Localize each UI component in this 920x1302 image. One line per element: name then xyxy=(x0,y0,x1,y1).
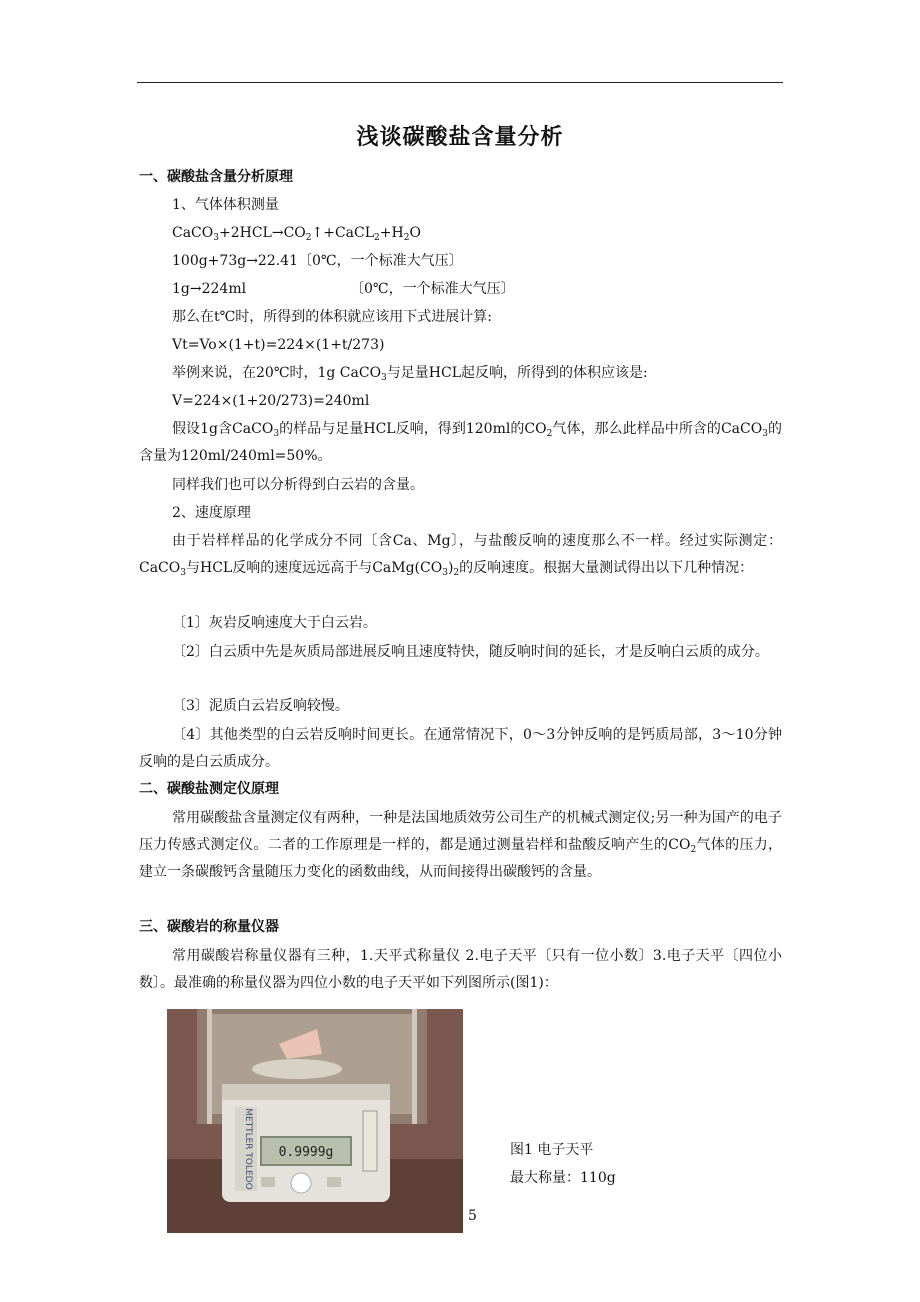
paragraph-sample: 假设1g含CaCO$_3$的样品与足量HCL反响，得到120ml的$CO_2$气体，那么此样品中所含的CaCO$_3$的含量为120ml/240ml=50%。 xyxy=(139,421,782,464)
list-item-2: 〔2〕白云质中先是灰质局部进展反响且速度特快，随反响时间的延长，才是反响白云质的成分。 xyxy=(172,644,769,660)
page-number: 5 xyxy=(468,1208,477,1224)
reaction-equation: $CaCO_3+2HCL\to CO_2↑+CaCL_2+H_2O$ xyxy=(172,225,421,243)
paragraph-instrument: 常用碳酸盐含量测定仪有两种，一种是法国地质效劳公司生产的机械式测定仪;另一种为国产的电子压力传感式测定仪。二者的工作原理是一样的，都是通过测量岩样和盐酸反响产生的$CO_2$气体的压力，建立一条碳酸钙含量随压力变化的函数曲线，从而间接得出碳酸钙的含量。 xyxy=(139,810,783,880)
section-2-heading: 二、碳酸盐测定仪原理 xyxy=(139,781,279,797)
figure-caption: 图1 电子天平 xyxy=(510,1142,594,1158)
header-rule xyxy=(137,82,783,83)
list-item-3: 〔3〕泥质白云岩反响较慢。 xyxy=(172,698,349,714)
balance-photo xyxy=(167,1009,463,1233)
paragraph-balance: 常用碳酸岩称量仪器有三种，1.天平式称量仪 2.电子天平〔只有一位小数〕3.电子天平〔四位小数〕。最准确的称量仪器为四位小数的电子天平如下列图所示(图1)： xyxy=(139,948,782,991)
balance-illustration xyxy=(167,1009,463,1233)
dolomite-text: 同样我们也可以分析得到白云岩的含量。 xyxy=(172,477,424,493)
temperature-text: 那么在t℃时，所得到的体积就应该用下式进展计算: xyxy=(172,309,493,325)
gram-volume-line: 1g→224ml 〔0℃，一个标准大气压〕 xyxy=(172,281,515,297)
subsection-rate: 2、速度原理 xyxy=(172,505,251,521)
paragraph-rate: 由于岩样样品的化学成分不同〔含Ca、Mg〕，与盐酸反响的速度那么不一样。经过实际测定：CaCO$_3$与HCL反响的速度远远高于与$CaMg(CO_3)_2$的反响速度。根据大量测试得出以下几种情况： xyxy=(139,533,782,578)
list-item-1: 〔1〕灰岩反响速度大于白云岩。 xyxy=(172,615,377,631)
page-title: 浅谈碳酸盐含量分析 xyxy=(356,125,564,150)
formula-vt: Vt=Vo×(1+t)=224×(1+t/273) xyxy=(172,337,385,353)
formula-v: V=224×(1+20/273)=240ml xyxy=(172,393,370,409)
figure-max-capacity: 最大称量：110g xyxy=(510,1170,616,1186)
balance-display-reading: 0.9999g xyxy=(278,1145,334,1160)
balance-brand-label: METTLER TOLEDO xyxy=(243,1108,253,1190)
section-3-heading: 三、碳酸岩的称量仪器 xyxy=(139,919,279,935)
example-text: 举例来说，在20℃时，1g CaCO$_3$与足量HCL起反响，所得到的体积应该是: xyxy=(172,365,648,383)
subsection-gas-volume: 1、气体体积测量 xyxy=(172,197,279,213)
section-1-heading: 一、碳酸盐含量分析原理 xyxy=(139,169,293,185)
mass-volume-line: 100g+73g→22.41〔0℃，一个标准大气压〕 xyxy=(172,253,463,269)
list-item-4: 〔4〕其他类型的白云岩反响时间更长。在通常情况下，0～3分钟反响的是钙质局部，3～10分钟反响的是白云质成分。 xyxy=(139,727,782,770)
